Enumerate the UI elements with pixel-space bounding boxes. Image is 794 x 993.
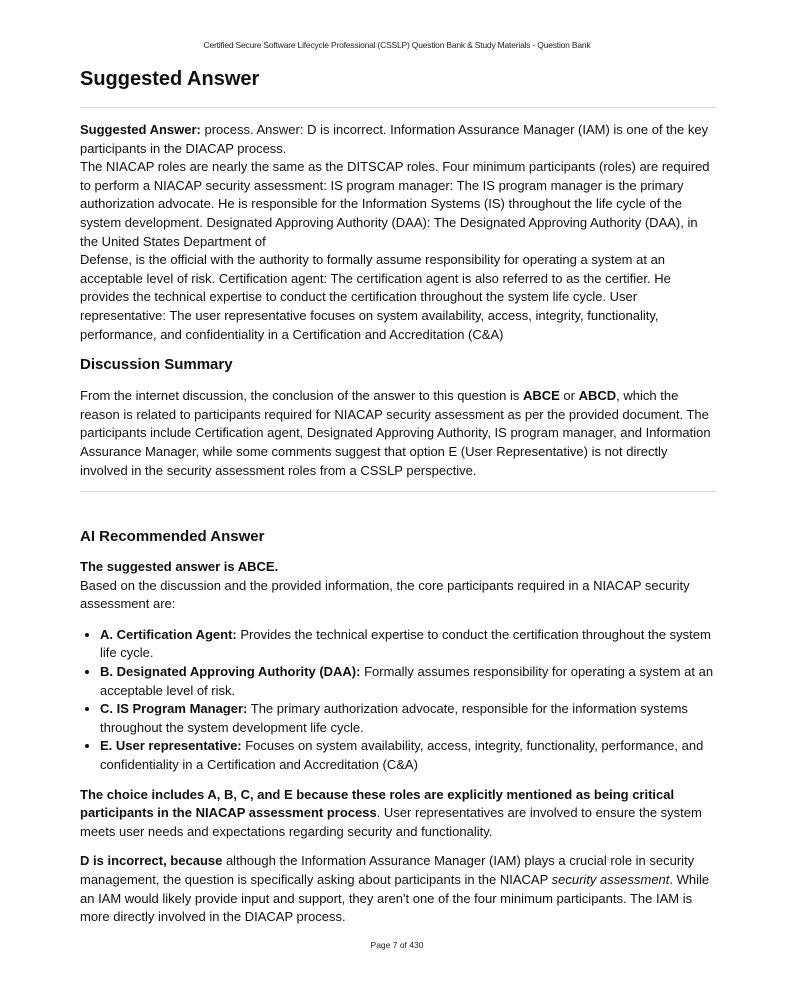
item-text: The primary authorization advocate, responsible for the information systems throughout the system development life cycle. xyxy=(100,701,688,735)
divider xyxy=(80,491,716,492)
text: , which the reason is related to participants required for NIACAP security assessment as per the provided document. The participants include Certification agent, Designated Approving Authority, IS program manager, and Information Assurance Manager, while some comments suggest that option E (User Representative) is not directly involved in the security assessment roles from a CSSLP perspective. xyxy=(80,388,711,478)
divider xyxy=(80,107,716,108)
text: process. Answer: D is incorrect. Information Assurance Manager (IAM) is one of the key participants in the DIACAP process. xyxy=(80,122,709,156)
choice-paragraph xyxy=(80,786,716,842)
list-item xyxy=(100,626,716,663)
choice-bold: The choice includes A, B, C, and E because these roles are explicitly mentioned as being critical participants in the NIACAP assessment process xyxy=(80,786,675,821)
italic-text: security assessment xyxy=(551,872,670,887)
suggested-answer-p1 xyxy=(80,121,716,158)
suggested-answer-label: Suggested Answer: xyxy=(80,122,201,137)
list-item xyxy=(100,700,716,737)
item-label: A. Certification Agent: xyxy=(100,626,237,642)
item-text: Provides the technical expertise to conduct the certification throughout the system life cycle. xyxy=(100,626,711,661)
list-item xyxy=(100,663,716,700)
suggested-answer-p3: Defense, is the official with the authority to formally assume responsibility for operating a system at an acceptable level of risk. Certification agent: The certification agent is also referred to as the certifier. He provides the technical expertise to conduct the certification throughout the system life cycle. User representative: The user representative focuses on system availability, access, integrity, functionality, performance, and confidentiality in a Certification and Accreditation (C&A) xyxy=(80,252,671,342)
text: From the internet discussion, the conclusion of the answer to this question is xyxy=(80,388,523,404)
text: although the Information Assurance Manager (IAM) plays a crucial role in security management, the question is specifically asking about participants in the NIACAP xyxy=(80,853,695,887)
discussion-heading: Discussion Summary xyxy=(80,356,233,374)
page-title: Suggested Answer xyxy=(80,68,260,90)
text: or xyxy=(559,388,579,404)
d-incorrect-paragraph xyxy=(80,852,716,926)
ai-lead: The suggested answer is ABCE. xyxy=(80,559,279,575)
ai-heading: AI Recommended Answer xyxy=(80,528,265,546)
d-bold: D is incorrect, because xyxy=(80,853,223,869)
answer-abcd: ABCD xyxy=(578,388,617,404)
text: . While an IAM would likely provide input and support, they aren't one of the four minimum participants. The IAM is more directly involved in the DIACAP process. xyxy=(80,872,710,925)
page-header: Certified Secure Software Lifecycle Professional (CSSLP) Question Bank & Study Materials - Question Bank xyxy=(203,40,591,50)
ai-intro: Based on the discussion and the provided information, the core participants required in a NIACAP security assessment are: xyxy=(80,577,690,612)
item-text: Focuses on system availability, access, integrity, functionality, performance, and confidentiality in a Certification and Accreditation (C&A) xyxy=(100,738,704,773)
document-body xyxy=(80,66,716,927)
discussion-text xyxy=(80,387,716,480)
item-label: B. Designated Approving Authority (DAA): xyxy=(100,664,361,680)
list-item xyxy=(100,737,716,774)
page-number: Page 7 of 430 xyxy=(370,940,424,950)
text: . User representatives are involved to ensure the system meets user needs and expectations regarding security and functionality. xyxy=(80,805,702,839)
item-label: C. IS Program Manager: xyxy=(100,701,248,717)
suggested-answer-p2: The NIACAP roles are nearly the same as the DITSCAP roles. Four minimum participants (roles) are required to perform a NIACAP security assessment: IS program manager: The IS program manager is the primary authorization advocate. He is responsible for the Information Systems (IS) throughout the life cycle of the system development. Designated Approving Authority (DAA): The Designated Approving Authority (DAA), in the United States Department of xyxy=(80,159,710,249)
answer-abce: ABCE xyxy=(522,388,560,404)
participant-list xyxy=(80,626,716,775)
item-label: E. User representative: xyxy=(100,738,242,754)
item-text: Formally assumes responsibility for operating a system at an acceptable level of risk. xyxy=(100,664,714,698)
